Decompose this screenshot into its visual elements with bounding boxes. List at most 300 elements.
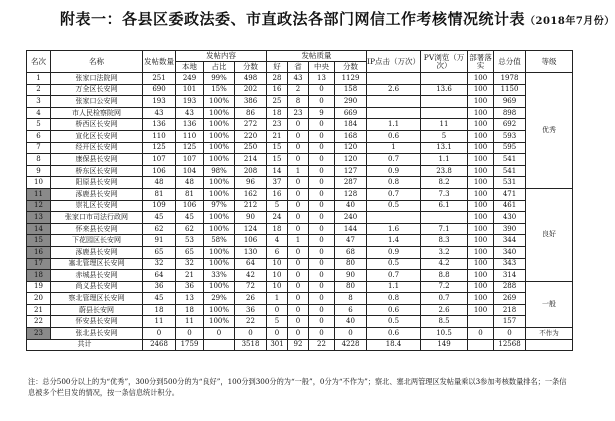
- cell-s1: 272: [235, 119, 267, 131]
- table-row: [27, 328, 573, 340]
- cell-ratio: 15%: [204, 84, 235, 96]
- cell-no: 19: [27, 281, 51, 293]
- cell-dep: 100: [468, 293, 494, 305]
- cell-no: 3: [27, 96, 51, 108]
- cell-prov: 0: [288, 281, 309, 293]
- cell-no: 2: [27, 84, 51, 96]
- cell-local: 32: [176, 258, 204, 270]
- cell-good: 28: [267, 73, 288, 85]
- cell-cent: 0: [309, 177, 335, 189]
- cell-dep: 100: [468, 223, 494, 235]
- cell-name: 塞北管理区长安网: [51, 258, 143, 270]
- cell-good: 24: [267, 212, 288, 224]
- cell-ratio: 100%: [204, 130, 235, 142]
- totals-row: [27, 339, 573, 351]
- header-total: 总分值: [494, 51, 526, 73]
- cell-prov: 8: [288, 96, 309, 108]
- cell-local: 125: [176, 142, 204, 154]
- total-empty: [526, 339, 573, 351]
- table-row: [27, 154, 573, 166]
- cell-no: 9: [27, 165, 51, 177]
- cell-s2: 6: [335, 304, 367, 316]
- table-row: [27, 316, 573, 328]
- cell-dep: 100: [468, 130, 494, 142]
- cell-s1: 498: [235, 73, 267, 85]
- cell-ratio: 100%: [204, 188, 235, 200]
- cell-good: 0: [267, 328, 288, 340]
- table-row: [27, 96, 573, 108]
- cell-name: 经开区长安网: [51, 142, 143, 154]
- table-row: [27, 165, 573, 177]
- title-period: （2018年7月份）: [525, 16, 615, 27]
- cell-s2: 40: [335, 200, 367, 212]
- cell-count: 45: [143, 293, 176, 305]
- cell-s1: 72: [235, 281, 267, 293]
- cell-ratio: 99%: [204, 73, 235, 85]
- cell-dep: 0: [468, 328, 494, 340]
- cell-s2: 80: [335, 258, 367, 270]
- cell-prov: 1: [288, 165, 309, 177]
- grade-excellent: 优秀: [526, 73, 573, 189]
- cell-ratio: 100%: [204, 304, 235, 316]
- cell-name: 蔚县长安网: [51, 304, 143, 316]
- header-pv-views: PV浏览（万次）: [421, 51, 468, 73]
- cell-no: 12: [27, 200, 51, 212]
- cell-no: 13: [27, 212, 51, 224]
- cell-no: 8: [27, 154, 51, 166]
- cell-pv: 13.1: [421, 142, 468, 154]
- table-row: [27, 212, 573, 224]
- cell-total: 343: [494, 258, 526, 270]
- cell-total: 430: [494, 212, 526, 224]
- cell-ip: 1: [367, 142, 421, 154]
- cell-s1: 124: [235, 223, 267, 235]
- cell-local: 18: [176, 304, 204, 316]
- cell-prov: 0: [288, 246, 309, 258]
- cell-pv: 6.1: [421, 200, 468, 212]
- cell-no: 20: [27, 293, 51, 305]
- cell-total: 1978: [494, 73, 526, 85]
- cell-s2: 1129: [335, 73, 367, 85]
- cell-prov: 0: [288, 177, 309, 189]
- cell-dep: 100: [468, 188, 494, 200]
- cell-s1: 42: [235, 270, 267, 282]
- cell-ip: [367, 107, 421, 119]
- cell-pv: [421, 96, 468, 108]
- cell-prov: 2: [288, 84, 309, 96]
- table-row: [27, 119, 573, 131]
- grade-normal: 一般: [526, 281, 573, 327]
- cell-name: 万全区长安网: [51, 84, 143, 96]
- header-ip-clicks: IP点击（万次）: [367, 51, 421, 73]
- table-row: [27, 142, 573, 154]
- cell-total: 344: [494, 235, 526, 247]
- cell-count: 65: [143, 246, 176, 258]
- cell-cent: 0: [309, 316, 335, 328]
- cell-s2: 80: [335, 281, 367, 293]
- cell-ratio: 100%: [204, 96, 235, 108]
- cell-no: 1: [27, 73, 51, 85]
- cell-pv: 8.5: [421, 316, 468, 328]
- cell-ip: 0.7: [367, 188, 421, 200]
- cell-ratio: 100%: [204, 154, 235, 166]
- cell-total: 157: [494, 316, 526, 328]
- cell-s1: 86: [235, 107, 267, 119]
- cell-ip: 0.6: [367, 304, 421, 316]
- cell-ip: 2.6: [367, 84, 421, 96]
- cell-count: 690: [143, 84, 176, 96]
- cell-s2: 47: [335, 235, 367, 247]
- cell-name: 怀来县长安网: [51, 223, 143, 235]
- cell-cent: 0: [309, 246, 335, 258]
- cell-local: 136: [176, 119, 204, 131]
- cell-ip: 1.4: [367, 235, 421, 247]
- cell-s1: 386: [235, 96, 267, 108]
- cell-s2: 158: [335, 84, 367, 96]
- cell-count: 18: [143, 304, 176, 316]
- header-posts-quality: 发帖质量: [267, 51, 367, 62]
- cell-total: 593: [494, 130, 526, 142]
- cell-s2: 68: [335, 246, 367, 258]
- cell-ip: 0.8: [367, 293, 421, 305]
- cell-s2: 127: [335, 165, 367, 177]
- total-total: 12568: [494, 339, 526, 351]
- cell-cent: 0: [309, 212, 335, 224]
- cell-no: 17: [27, 258, 51, 270]
- cell-s1: 220: [235, 130, 267, 142]
- table-row: [27, 73, 573, 85]
- cell-local: 21: [176, 270, 204, 282]
- cell-s1: 22: [235, 316, 267, 328]
- table-row: [27, 281, 573, 293]
- cell-count: 81: [143, 188, 176, 200]
- cell-total: 269: [494, 293, 526, 305]
- cell-name: 尚义县长安网: [51, 281, 143, 293]
- cell-prov: 0: [288, 316, 309, 328]
- cell-prov: 0: [288, 328, 309, 340]
- cell-dep: 100: [468, 200, 494, 212]
- cell-dep: 100: [468, 258, 494, 270]
- cell-ratio: 58%: [204, 235, 235, 247]
- cell-no: 6: [27, 130, 51, 142]
- cell-s1: 90: [235, 212, 267, 224]
- cell-local: 11: [176, 316, 204, 328]
- cell-total: 692: [494, 119, 526, 131]
- cell-dep: 100: [468, 107, 494, 119]
- cell-pv: 0.7: [421, 293, 468, 305]
- cell-cent: 0: [309, 130, 335, 142]
- cell-name: 桥西区长安网: [51, 119, 143, 131]
- cell-local: 110: [176, 130, 204, 142]
- table-body: [27, 73, 573, 351]
- cell-cent: 0: [309, 154, 335, 166]
- table-row: [27, 270, 573, 282]
- cell-prov: 0: [288, 212, 309, 224]
- cell-dep: 100: [468, 177, 494, 189]
- cell-pv: 7.3: [421, 188, 468, 200]
- cell-good: 15: [267, 142, 288, 154]
- total-s1: 3518: [235, 339, 267, 351]
- cell-ratio: 100%: [204, 246, 235, 258]
- cell-total: 531: [494, 177, 526, 189]
- cell-no: 11: [27, 188, 51, 200]
- grade-none: 不作为: [526, 328, 573, 340]
- cell-prov: 0: [288, 154, 309, 166]
- cell-cent: 9: [309, 107, 335, 119]
- cell-no: 18: [27, 270, 51, 282]
- cell-count: 0: [143, 328, 176, 340]
- cell-ip: 0.9: [367, 165, 421, 177]
- cell-local: 104: [176, 165, 204, 177]
- cell-cent: 0: [309, 328, 335, 340]
- cell-s2: 40: [335, 316, 367, 328]
- cell-ratio: 100%: [204, 107, 235, 119]
- header-deploy: 部署落实: [468, 51, 494, 73]
- cell-prov: 0: [288, 130, 309, 142]
- cell-good: 23: [267, 119, 288, 131]
- cell-s2: 120: [335, 142, 367, 154]
- header-ratio: 占比: [204, 62, 235, 73]
- cell-s1: 96: [235, 177, 267, 189]
- cell-pv: [421, 73, 468, 85]
- table-row: [27, 84, 573, 96]
- cell-name: 下花园区长安网: [51, 235, 143, 247]
- total-label: 共计: [27, 339, 143, 351]
- cell-pv: 23.8: [421, 165, 468, 177]
- cell-count: 136: [143, 119, 176, 131]
- cell-dep: [468, 316, 494, 328]
- cell-local: 107: [176, 154, 204, 166]
- cell-count: 193: [143, 96, 176, 108]
- cell-dep: 100: [468, 212, 494, 224]
- cell-good: 18: [267, 107, 288, 119]
- cell-s1: 212: [235, 200, 267, 212]
- cell-pv: [421, 212, 468, 224]
- cell-pv: 13.6: [421, 84, 468, 96]
- cell-cent: 0: [309, 188, 335, 200]
- cell-s2: 90: [335, 270, 367, 282]
- cell-cent: 0: [309, 119, 335, 131]
- cell-count: 48: [143, 177, 176, 189]
- cell-ip: 1.1: [367, 281, 421, 293]
- cell-ip: 0.8: [367, 177, 421, 189]
- title-main: 附表一：各县区委政法委、市直政法各部门网信工作考核情况统计表: [60, 10, 526, 28]
- cell-s2: 0: [335, 328, 367, 340]
- cell-prov: 1: [288, 235, 309, 247]
- table-row: [27, 188, 573, 200]
- cell-count: 110: [143, 130, 176, 142]
- cell-local: 101: [176, 84, 204, 96]
- cell-name: 市人民检察院网: [51, 107, 143, 119]
- cell-pv: 8.2: [421, 177, 468, 189]
- cell-count: 107: [143, 154, 176, 166]
- cell-name: 宣化区长安网: [51, 130, 143, 142]
- cell-name: 怀安县长安网: [51, 316, 143, 328]
- cell-dep: 100: [468, 84, 494, 96]
- cell-pv: 4.2: [421, 258, 468, 270]
- cell-s1: 106: [235, 235, 267, 247]
- cell-local: 48: [176, 177, 204, 189]
- cell-ratio: 100%: [204, 281, 235, 293]
- cell-good: 10: [267, 258, 288, 270]
- cell-ip: 0.5: [367, 258, 421, 270]
- table-row: [27, 235, 573, 247]
- cell-no: 7: [27, 142, 51, 154]
- total-ip: 18.4: [367, 339, 421, 351]
- cell-prov: 0: [288, 119, 309, 131]
- cell-cent: 0: [309, 235, 335, 247]
- cell-local: 0: [176, 328, 204, 340]
- header-posts-content: 发帖内容: [176, 51, 267, 62]
- header-central: 中央: [309, 62, 335, 73]
- cell-s2: 168: [335, 130, 367, 142]
- cell-count: 45: [143, 212, 176, 224]
- cell-s2: 120: [335, 154, 367, 166]
- cell-dep: 100: [468, 246, 494, 258]
- cell-name: 崇礼区长安网: [51, 200, 143, 212]
- cell-local: 43: [176, 107, 204, 119]
- cell-pv: 7.2: [421, 281, 468, 293]
- cell-good: 16: [267, 84, 288, 96]
- cell-cent: 0: [309, 84, 335, 96]
- cell-cent: 0: [309, 281, 335, 293]
- footnote: 注：总分500分以上的为“优秀”，300分到500分的为“良好”，100分到300分的为“一般”，0分为“不作为”；察北、塞北两管理区发帖量乘以3参加考核数量排名；一条信息被多个栏目发的情况，按一条信息统计积分。: [28, 377, 567, 397]
- cell-no: 21: [27, 304, 51, 316]
- cell-local: 106: [176, 200, 204, 212]
- cell-good: 10: [267, 281, 288, 293]
- cell-dep: 100: [468, 270, 494, 282]
- cell-name: 涿鹿县长安网: [51, 246, 143, 258]
- cell-pv: 1.1: [421, 154, 468, 166]
- cell-name: 张北县长安网: [51, 328, 143, 340]
- cell-total: 0: [494, 328, 526, 340]
- cell-prov: 0: [288, 188, 309, 200]
- total-cent: 22: [309, 339, 335, 351]
- cell-dep: 100: [468, 142, 494, 154]
- cell-prov: 0: [288, 258, 309, 270]
- cell-s2: 184: [335, 119, 367, 131]
- total-count: 2468: [143, 339, 176, 351]
- cell-total: 314: [494, 270, 526, 282]
- cell-ip: 0.5: [367, 316, 421, 328]
- header-good: 好: [267, 62, 288, 73]
- header-local: 本地: [176, 62, 204, 73]
- cell-count: 91: [143, 235, 176, 247]
- cell-s1: 26: [235, 293, 267, 305]
- cell-ip: [367, 212, 421, 224]
- cell-ratio: 100%: [204, 316, 235, 328]
- cell-local: 193: [176, 96, 204, 108]
- cell-pv: 8.3: [421, 235, 468, 247]
- cell-cent: 0: [309, 165, 335, 177]
- cell-good: 6: [267, 246, 288, 258]
- cell-s1: 0: [235, 328, 267, 340]
- cell-pv: 11: [421, 119, 468, 131]
- cell-total: 541: [494, 154, 526, 166]
- cell-no: 4: [27, 107, 51, 119]
- cell-ip: 1.6: [367, 223, 421, 235]
- cell-no: 23: [27, 328, 51, 340]
- cell-ip: 0.6: [367, 130, 421, 142]
- cell-total: 595: [494, 142, 526, 154]
- cell-prov: 0: [288, 200, 309, 212]
- cell-local: 36: [176, 281, 204, 293]
- stats-table: [26, 50, 573, 351]
- header-grade: 等级: [526, 51, 573, 73]
- table-row: [27, 258, 573, 270]
- cell-total: 461: [494, 200, 526, 212]
- cell-s2: 8: [335, 293, 367, 305]
- cell-name: 赤城县长安网: [51, 270, 143, 282]
- cell-no: 15: [27, 235, 51, 247]
- cell-name: 察北管理区长安网: [51, 293, 143, 305]
- cell-s1: 64: [235, 258, 267, 270]
- cell-local: 81: [176, 188, 204, 200]
- cell-name: 张家口市司法行政网: [51, 212, 143, 224]
- cell-pv: [421, 107, 468, 119]
- cell-local: 65: [176, 246, 204, 258]
- cell-ip: 0.9: [367, 246, 421, 258]
- cell-good: 10: [267, 270, 288, 282]
- cell-local: 249: [176, 73, 204, 85]
- cell-ip: [367, 96, 421, 108]
- cell-cent: 0: [309, 293, 335, 305]
- cell-name: 阳原县长安网: [51, 177, 143, 189]
- cell-ip: 1.1: [367, 119, 421, 131]
- cell-s1: 250: [235, 142, 267, 154]
- cell-count: 106: [143, 165, 176, 177]
- page-title: [60, 8, 615, 29]
- cell-cent: 0: [309, 96, 335, 108]
- cell-ip: 0.5: [367, 200, 421, 212]
- cell-total: 471: [494, 188, 526, 200]
- cell-prov: 43: [288, 73, 309, 85]
- cell-good: 5: [267, 316, 288, 328]
- cell-no: 5: [27, 119, 51, 131]
- table-row: [27, 130, 573, 142]
- cell-s2: 287: [335, 177, 367, 189]
- cell-good: 0: [267, 304, 288, 316]
- cell-prov: 0: [288, 270, 309, 282]
- cell-local: 13: [176, 293, 204, 305]
- cell-count: 109: [143, 200, 176, 212]
- cell-count: 43: [143, 107, 176, 119]
- cell-local: 45: [176, 212, 204, 224]
- total-empty: [468, 339, 494, 351]
- table-row: [27, 107, 573, 119]
- cell-ip: [367, 73, 421, 85]
- cell-count: 251: [143, 73, 176, 85]
- cell-ratio: 29%: [204, 293, 235, 305]
- cell-ratio: 97%: [204, 200, 235, 212]
- cell-cent: 0: [309, 270, 335, 282]
- cell-ratio: 100%: [204, 258, 235, 270]
- cell-good: 5: [267, 200, 288, 212]
- cell-name: 康保县长安网: [51, 154, 143, 166]
- cell-s1: 162: [235, 188, 267, 200]
- cell-name: 涿鹿县长安网: [51, 188, 143, 200]
- total-s2: 4228: [335, 339, 367, 351]
- cell-ip: 0.7: [367, 154, 421, 166]
- cell-count: 32: [143, 258, 176, 270]
- cell-ratio: 0: [204, 328, 235, 340]
- cell-prov: 0: [288, 293, 309, 305]
- total-prov: 92: [288, 339, 309, 351]
- total-empty: [204, 339, 235, 351]
- cell-good: 14: [267, 165, 288, 177]
- cell-s1: 130: [235, 246, 267, 258]
- table-row: [27, 223, 573, 235]
